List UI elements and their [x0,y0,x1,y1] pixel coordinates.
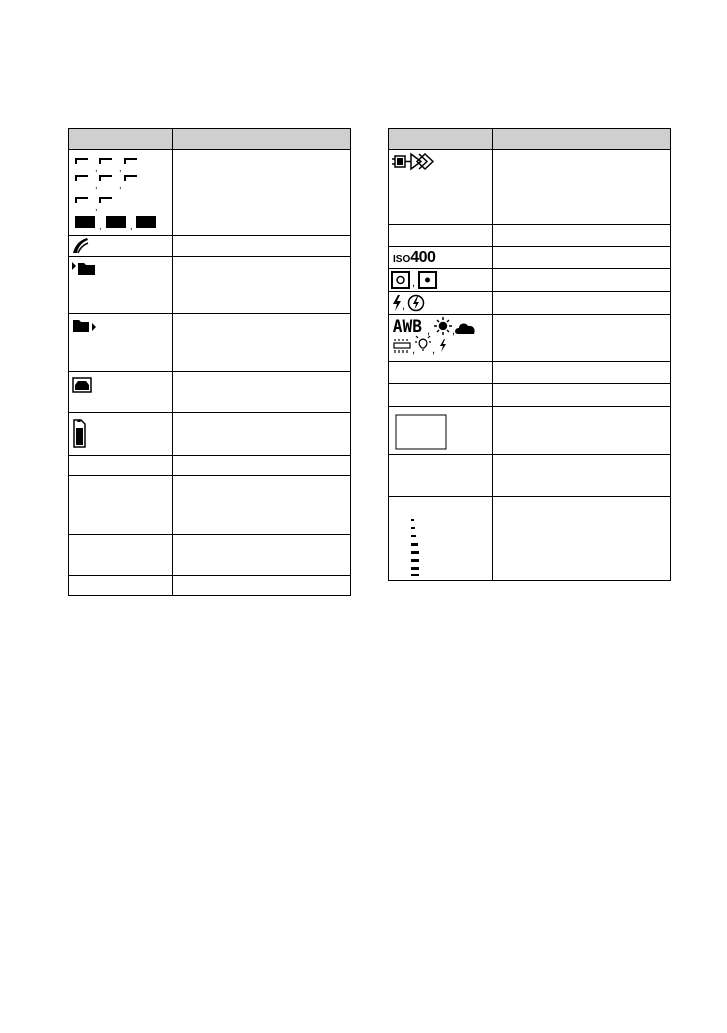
meaning-cell [493,384,671,407]
meaning-cell [493,150,671,225]
meaning-cell [173,413,351,456]
svg-text:,: , [412,344,416,356]
meaning-cell [493,247,671,269]
svg-text:,: , [99,221,102,231]
right-header-display [389,129,493,150]
svg-text:,: , [95,180,98,190]
table-row [389,292,671,315]
meaning-cell [173,476,351,535]
svg-text:,: , [95,163,98,173]
pen-icon [69,236,99,256]
meaning-cell [173,150,351,236]
svg-text:,: , [427,325,431,337]
table-row [69,456,351,476]
left-header-meaning [173,129,351,150]
table-row [389,247,671,269]
meaning-cell [173,257,351,314]
left-header-display [69,129,173,150]
meaning-cell [493,225,671,247]
display-cell [69,236,173,257]
display-cell [389,455,493,497]
fluorescent-icon [394,339,410,353]
metering-mode-icons [389,269,449,291]
table-row [69,314,351,372]
meaning-cell [173,576,351,596]
table-row [69,257,351,314]
table-row [69,476,351,535]
meaning-cell [173,372,351,413]
display-cell [389,225,493,247]
left-table [68,128,351,596]
display-cell [389,362,493,384]
af-range-finder-frame-icon [389,407,491,453]
svg-text:,: , [402,300,406,312]
table-row [389,497,671,581]
meaning-cell [173,535,351,576]
meaning-cell [493,315,671,362]
flash-wb-icon [440,339,446,352]
meaning-cell [493,292,671,315]
svg-text:,: , [130,221,133,231]
display-cell [69,314,173,372]
svg-text:,: , [432,344,436,356]
table-row [69,413,351,456]
dc-power-plug-icon [389,150,449,174]
display-cell [389,150,493,225]
display-cell [69,257,173,314]
display-cell [389,384,493,407]
meaning-cell [493,455,671,497]
table-row [389,384,671,407]
svg-text:,: , [412,277,416,289]
right-table-header [389,129,671,150]
meaning-cell [493,497,671,581]
table-row [389,150,671,225]
display-cell [69,576,173,596]
sun-icon [434,317,452,335]
table-row [389,362,671,384]
table-row [389,455,671,497]
playback-folder-icon [69,314,109,336]
table-row [69,535,351,576]
display-cell [389,292,493,315]
display-cell [69,456,173,476]
iso-value: 400 [410,249,436,266]
meaning-cell [173,456,351,476]
internal-memory-icon [69,372,99,396]
awb-label: AWB [392,317,422,337]
display-cell [389,269,493,292]
table-row [69,236,351,257]
white-balance-symbols [389,315,491,361]
table-row [69,150,351,236]
table-row [69,372,351,413]
meaning-cell [493,362,671,384]
display-cell [69,476,173,535]
image-size-icons [69,150,171,234]
meaning-cell [173,236,351,257]
left-table-header [69,129,351,150]
right-table [388,128,671,581]
iso-prefix: ISO [393,254,411,265]
table-row [389,315,671,362]
display-cell [69,535,173,576]
table-row [389,269,671,292]
svg-text:,: , [119,180,122,190]
meaning-cell [493,407,671,455]
meaning-cell [493,269,671,292]
memory-card-icon [69,413,99,453]
display-cell [69,150,173,236]
table-row [389,407,671,455]
meaning-cell [173,314,351,372]
display-cell [389,315,493,362]
flash-mode-icons [389,292,439,314]
display-cell [389,407,493,455]
recording-folder-icon [69,257,109,279]
svg-text:,: , [452,325,456,337]
display-cell [389,247,493,269]
exposure-bar-icon [389,497,491,579]
cloud-icon [455,324,475,334]
display-cell [389,497,493,581]
table-row [69,576,351,596]
table-row [389,225,671,247]
display-cell [69,372,173,413]
display-cell [69,413,173,456]
incandescent-icon [415,336,431,350]
svg-text:,: , [95,202,98,212]
right-header-meaning [493,129,671,150]
svg-text:,: , [119,163,122,173]
